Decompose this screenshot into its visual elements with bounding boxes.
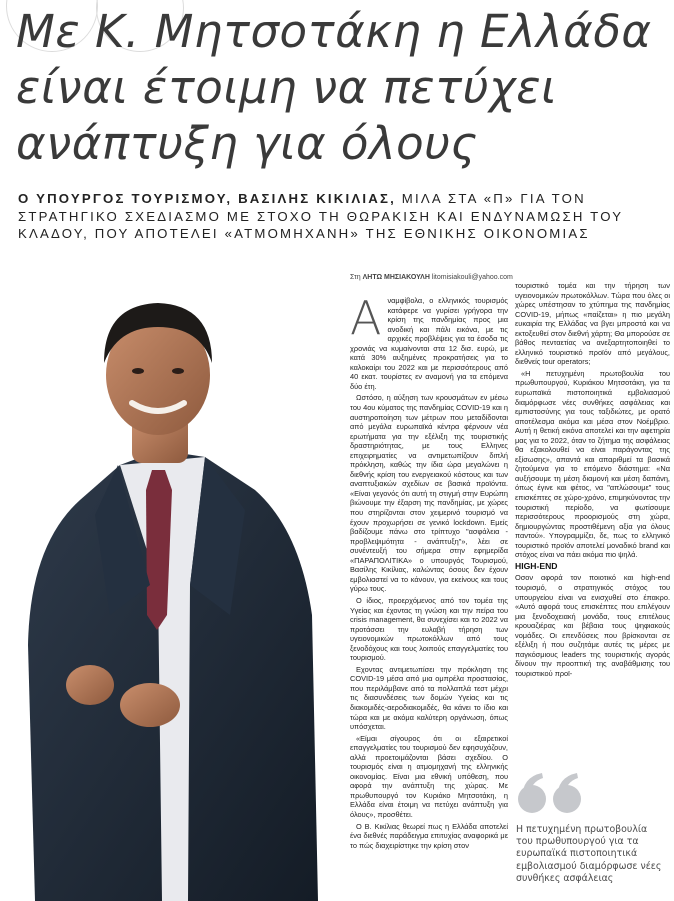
headline-line-1: Με Κ. Μητσοτάκη η Ελλάδα bbox=[16, 5, 652, 58]
article-paragraph: Οσον αφορά τον ποιοτικό και high-end τουρισμό, ο στρατηγικός στόχος του υπουργείου είναι να ενισχυθεί στο έπακρο. «Αυτό αφορά τους επισκέπτες που επιλέγουν μια ξενοδοχειακή μονάδα, τους επιτέλους κρουαζιέρας και βέβαια τους ψηφιακούς νομάδες. Οι επενδύσεις που βρίσκονται σε εξέλιξη ή που συζητάμε αυτές τις μέρες με παγκόσμιους leaders της τουριστικής αγοράς δίνουν την προοπτική της αναβάθμισης του τουριστικού προϊ- bbox=[515, 573, 670, 678]
byline bbox=[350, 274, 513, 281]
article-column-right bbox=[515, 281, 670, 694]
quote-mark-icon bbox=[516, 769, 586, 817]
article-paragraph: ναμφίβολα, ο ελληνικός τουρισμός κατάφερε να γυρίσει γρήγορα την κρίση της πανδημίας προς μια ανοδική και πάλι εικόνα, με τις αρχικές προβλέψεις για τα έσοδα τις χρονιάς να κυμαίνονται στα 12 δισ. ευρώ, με κατά 30% αυξημένες προκρατήσεις για το καλοκαίρι του 2022 και με περισσότερους από 40 εκατ. τουρίστες εν αναμονή για τα επόμενα δύο έτη. bbox=[350, 296, 508, 391]
article-paragraph: τουριστικό τομέα και την τήρηση των υγειονομικών πρωτοκόλλων. Τώρα που όλες οι χώρες υπέστησαν το χτύπημα της πανδημίας COVID-19, μήπως «παίζεται» η πιο μεγάλη ευκαιρία της Ελλάδας να βγει μπροστά και να εκτοξευθεί στον διεθνή χάρτη; Θα μπορούσε σε βάθος πενταετίας να ανεξαρτητοποιηθεί το ελληνικό τουριστικό προϊόν από μεγάλους, διεθνείς tour operators; bbox=[515, 281, 670, 367]
headline bbox=[16, 4, 666, 172]
headline-line-3: ανάπτυξη για όλους bbox=[16, 117, 478, 170]
byline-email: litomisiakouli@yahoo.com bbox=[429, 274, 513, 281]
article-paragraph: Εχοντας αντιμετωπίσει την πρόκληση της COVID-19 μέσα από μια ομπρέλα προστασίας, που περιλάμβανε από τα πολλαπλά τεστ μέχρι τις διασυνδέσεις των δομών Υγείας και τις διακομιδές-αεροδιακομιδές, θα κάνει το ίδιο και τώρα και με ακόμα καλύτερη οργάνωση, όπως υπόσχεται. bbox=[350, 664, 508, 732]
lead-bold: Ο ΥΠΟΥΡΓΟΣ ΤΟΥΡΙΣΜΟΥ, ΒΑΣΙΛΗΣ ΚΙΚΙΛΙΑΣ, bbox=[18, 191, 396, 206]
minister-photo bbox=[0, 285, 348, 901]
article-paragraph: Ο ίδιος, προερχόμενος από τον τομέα της Υγείας και έχοντας τη γνώση και την πείρα του crisis management, θα συνεχίσει και το 2022 να προτάσσει την ευλαβή τήρηση των υγειονομικών πρωτοκόλλων από τους ξενοδόχους και τους λοιπούς επαγγελματίες του τουρισμού. bbox=[350, 595, 508, 663]
lead-text: ΜΙΛΑ ΣΤΑ «Π» ΓΙΑ ΤΟΝ ΣΤΡΑΤΗΓΙΚΟ ΣΧΕΔΙΑΣΜΟ ΜΕ ΣΤΟΧΟ ΤΗ ΘΩΡΑΚΙΣΗ ΚΑΙ ΕΝΔΥΝΑΜΩΣΗ ΤΟΥ ΚΛΑΔΟΥ, ΠΟΥ ΑΠΟΤΕΛΕΙ «ΑΤΜΟΜΗΧΑΝΗ» ΤΗΣ ΕΘΝΙΚΗΣ ΟΙΚΟΝΟΜΙΑΣ bbox=[18, 191, 623, 241]
byline-author: ΛΗΤΩ ΜΗΣΙΑΚΟΥΛΗ bbox=[362, 274, 430, 281]
byline-prefix: Στη bbox=[350, 274, 363, 281]
drop-cap: Α bbox=[350, 296, 382, 345]
article-column-middle bbox=[350, 296, 508, 901]
lead-paragraph bbox=[18, 190, 663, 243]
article-paragraph: Ο Β. Κικίλιας θεωρεί πως η Ελλάδα αποτελεί ένα διεθνές παράδειγμα επιτυχίας αναφορικά με το πώς διαχειρίστηκε την κρίση στον bbox=[350, 821, 508, 850]
pull-quote: Η πετυχημένη πρωτοβουλία του πρωθυπουργού για τα ευρωπαϊκά πιστοποιητικά εμβολιασμού διαμόρφωσε νέες συνθήκες ασφάλειας bbox=[516, 824, 662, 884]
article-paragraph: «Είμαι σίγουρος ότι οι εξαιρετικοί επαγγελματίες του τουρισμού δεν εφησυχάζουν, αλλά προετοιμάζονται βάσει σχεδίου. Ο τουρισμός είναι η ατμομηχανή της ελληνικής οικονομίας. Είναι μια εθνική υπόθεση, που αφορά την ανάπτυξη της χώρας. Με πρωθυπουργό τον Κυριάκο Μητσοτάκη, η Ελλάδα είναι έτοιμη να πετύχει ανάπτυξη για όλους», προσθέτει. bbox=[350, 733, 508, 819]
article-paragraph: «Η πετυχημένη πρωτοβουλία του πρωθυπουργού, Κυριάκου Μητσοτάκη, για τα ευρωπαϊκά πιστοποιητικά εμβολιασμού διαμόρφωσε νέες συνθήκες ασφάλειας και εμπιστοσύνης για τους ταξιδιώτες, με ορατό αποτέλεσμα ακόμα και μέσα στον Νοέμβριο. Αυτή η θετική εικόνα αποτελεί και την αφετηρία μας για το 2022, όταν το ζήτημα της ασφάλειας θα εξακολουθεί να είναι παράγοντας της εξίσωσης», απαντά και απαριθμεί τα βασικά ζητούμενα για το επόμενο διάστημα: «Να αυξήσουμε τη μέση διαμονή και μέση δαπάνη, όπως έγινε και φέτος, να "απλώσουμε" τους επισκέπτες σε χώρο-χρόνο, επιμηκύνοντας την τουριστική περίοδο, να φωτίσουμε περισσότερους προορισμούς στη χώρα, δημιουργώντας προστιθέμενη αξία για όλους παντού». Υπογραμμίζει, δε, πως το ελληνικό τουριστικό προϊόν αποτελεί μοναδικό brand και στόχος είναι να πάει ακόμα πιο ψηλά. bbox=[515, 368, 670, 560]
article-paragraph: Ωστόσο, η αύξηση των κρουσμάτων εν μέσω του 4ου κύματος της πανδημίας COVID-19 και η αυστηροποίηση των μέτρων που μεταδίδονται από μεγάλα ευρωπαϊκά κέντρα φέρνουν νέα ερωτήματα για την εξέλιξη της τουριστικής δραστηριότητας, με τους Ελληνες επιχειρηματίες να αντιμετωπίζουν διπλή πρόκληση, καθώς την ίδια ώρα μεγαλώνει η διεθνής κρίση του ενεργειακού κόστους και των αναπτυξιακών σχεδίων σε βασικά προϊόντα. «Είναι γεγονός ότι αυτή τη στιγμή στην Ευρώπη βιώνουμε την έξαρση της πανδημίας, με χώρες που στηρίζονται στον χειμερινό τουρισμό να έχουν προχωρήσει σε γενικό lockdown. Εμείς βαδίζουμε πάνω στο τρίπτυχο "ασφάλεια - προβλεψιμότητα - ανάπτυξη"», λέει σε συνέντευξή του σήμερα στην εφημερίδα «ΠΑΡΑΠΟΛΙΤΙΚΑ» ο υπουργός Τουρισμού, Βασίλης Κικίλιας, καλώντας όσους δεν έχουν εμβολιαστεί να το κάνουν, για εκείνους και τους γύρω τους. bbox=[350, 393, 508, 594]
section-subhead: HIGH-END bbox=[515, 560, 558, 571]
headline-line-2: είναι έτοιμη να πετύχει bbox=[16, 61, 557, 114]
